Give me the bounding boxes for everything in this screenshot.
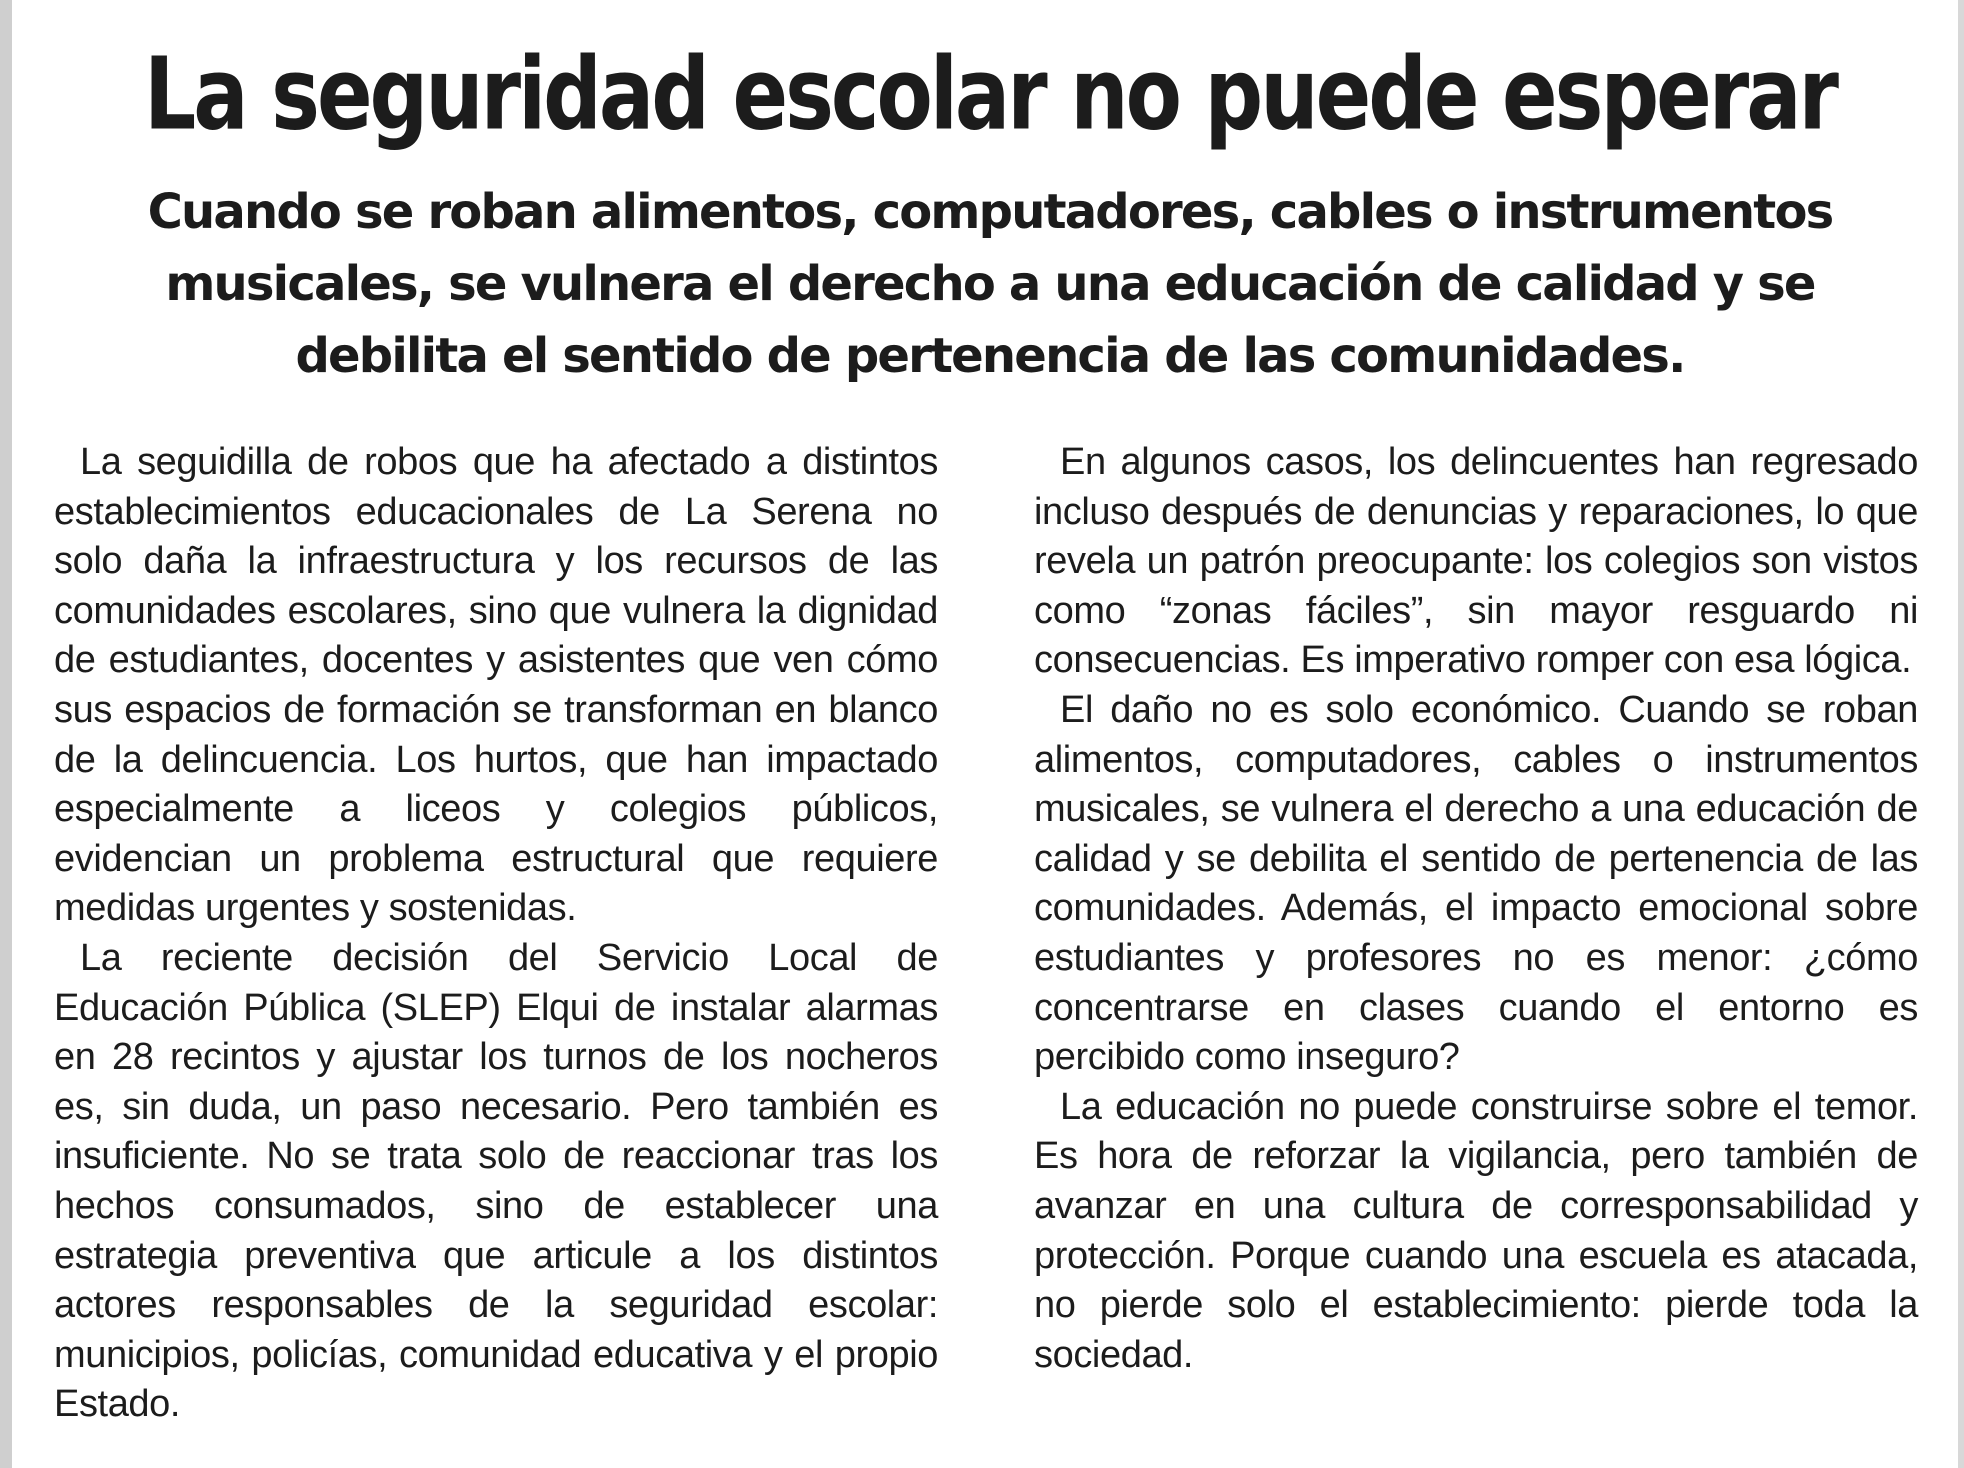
headline: La seguridad escolar no puede esperar — [144, 36, 1836, 153]
right-column — [1034, 438, 1918, 1380]
paragraph: La seguidilla de robos que ha afectado a distintos establecimientos educacionales de La Serena no solo daña la infraestructura y los recursos de las comunidades escolares, sino que vulnera la dignidad de estudiantes, docentes y asistentes que ven cómo sus espacios de formación se transforman en blanco de la delincuencia. Los hurtos, que han impactado especialmente a liceos y colegios públicos, evidencian un problema estructural que requiere medidas urgentes y sostenidas. — [54, 441, 938, 930]
paragraph: En algunos casos, los delincuentes han regresado incluso después de denuncias y reparaciones, lo que revela un patrón preocupante: los colegios son vistos como “zonas fáciles”, sin mayor resguardo ni consecuencias. Es imperativo romper con esa lógica. — [1034, 441, 1918, 682]
left-column — [54, 438, 938, 1430]
subheadline: Cuando se roban alimentos, computadores, cables o instrumentos musicales, se vulnera el derecho a una educación de calidad y se debilita el sentido de pertenencia de las comunidades. — [147, 184, 1833, 384]
paragraph: La reciente decisión del Servicio Local de Educación Pública (SLEP) Elqui de instalar alarmas en 28 recintos y ajustar los turnos de los nocheros es, sin duda, un paso necesario. Pero también es insuficiente. No se trata solo de reaccionar tras los hechos consumados, sino de establecer una estrategia preventiva que articule a los distintos actores responsables de la seguridad escolar: municipios, policías, comunidad educativa y el propio Estado. — [54, 936, 938, 1426]
paragraph: La educación no puede construirse sobre el temor. Es hora de reforzar la vigilancia, pero también de avanzar en una cultura de corresponsabilidad y protección. Porque cuando una escuela es atacada, no pierde solo el establecimiento: pierde toda la sociedad. — [1034, 1085, 1918, 1376]
paragraph: El daño no es solo económico. Cuando se roban alimentos, computadores, cables o instrumentos musicales, se vulnera el derecho a una educación de calidad y se debilita el sentido de pertenencia de las comunidades. Además, el impacto emocional sobre estudiantes y profesores no es menor: ¿cómo concentrarse en clases cuando el entorno es percibido como inseguro? — [1034, 688, 1918, 1079]
